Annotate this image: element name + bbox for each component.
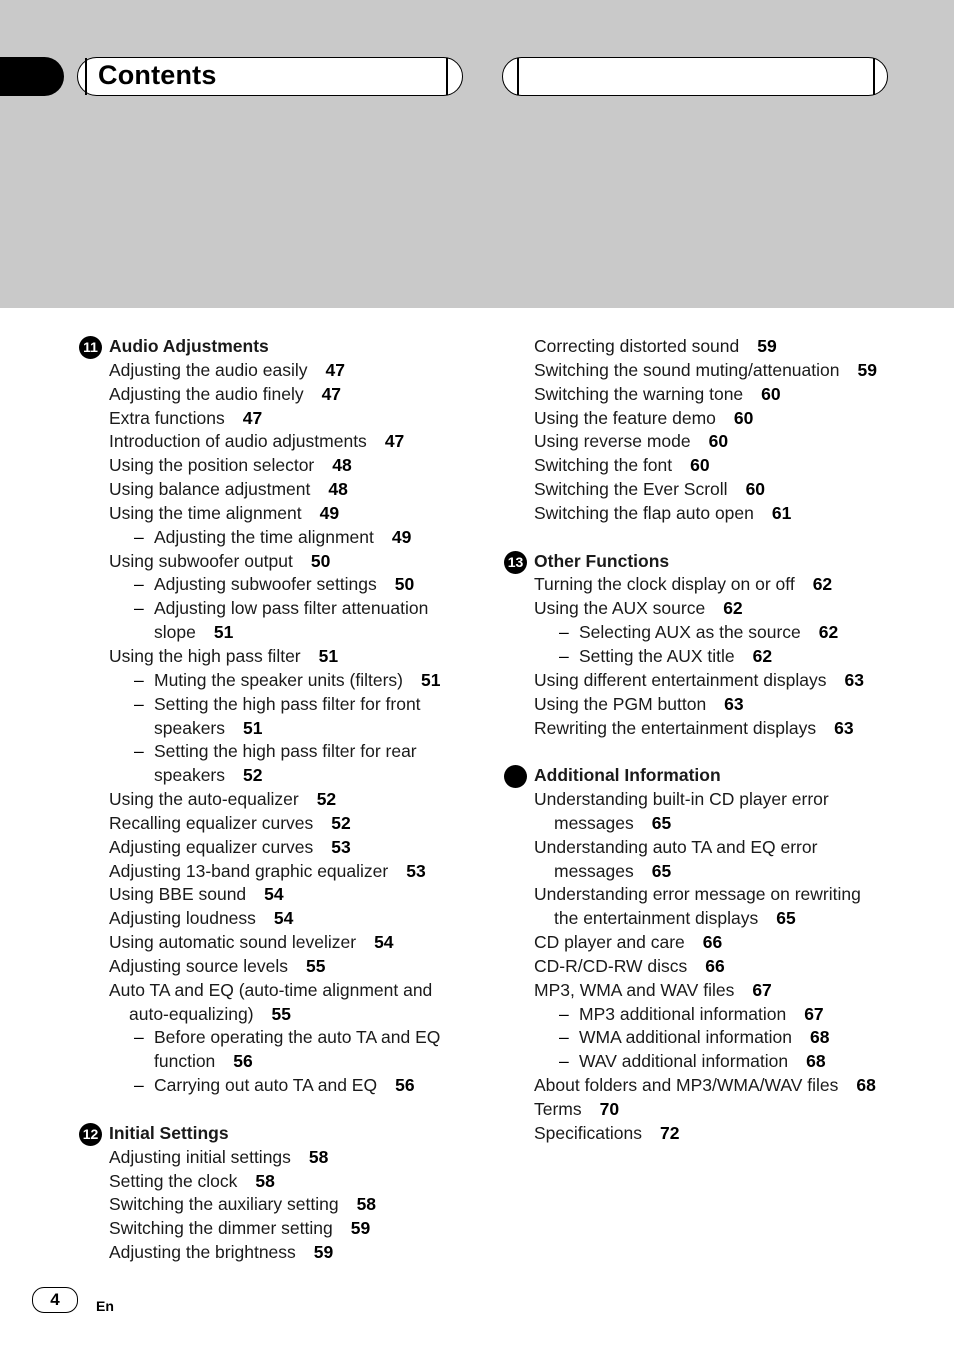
toc-entry-continued[interactable] bbox=[504, 812, 904, 836]
page-ref: 51 bbox=[421, 669, 441, 690]
toc-entry[interactable] bbox=[79, 454, 479, 478]
toc-entry[interactable] bbox=[79, 1146, 479, 1170]
entry-title: Switching the font bbox=[534, 455, 673, 476]
toc-subentry[interactable] bbox=[79, 669, 479, 693]
entry-title: Using the high pass filter bbox=[109, 645, 301, 666]
toc-subentry[interactable] bbox=[79, 1026, 479, 1050]
entry-title: Using the feature demo bbox=[534, 407, 716, 428]
page-ref: 60 bbox=[761, 383, 781, 404]
entry-title: Carrying out auto TA and EQ bbox=[154, 1075, 378, 1096]
toc-entry[interactable] bbox=[79, 907, 479, 931]
entry-title: Using different entertainment displays bbox=[534, 669, 827, 690]
entry-title: Setting the high pass filter for front bbox=[154, 693, 421, 714]
entry-title: speakers bbox=[154, 717, 226, 738]
toc-entry[interactable] bbox=[79, 788, 479, 812]
toc-subentry[interactable] bbox=[79, 740, 479, 764]
toc-entry[interactable] bbox=[504, 931, 904, 955]
toc-subentry[interactable] bbox=[504, 1050, 904, 1074]
entry-title: speakers bbox=[154, 765, 226, 786]
page-ref: 60 bbox=[708, 431, 729, 452]
toc-entry[interactable] bbox=[504, 597, 904, 621]
page-ref: 68 bbox=[856, 1075, 876, 1096]
dash-marker: – bbox=[134, 693, 144, 714]
entry-title: WMA additional information bbox=[579, 1027, 793, 1048]
section-number-badge bbox=[504, 765, 527, 788]
dash-marker: – bbox=[134, 574, 144, 595]
frame-divider bbox=[517, 58, 519, 95]
page-ref: 60 bbox=[733, 407, 754, 428]
page-ref: 59 bbox=[313, 1242, 334, 1263]
entry-title: Using balance adjustment bbox=[109, 479, 311, 500]
toc-entry[interactable] bbox=[504, 955, 904, 979]
dash-marker: – bbox=[134, 526, 144, 547]
entry-title: auto-equalizing) bbox=[129, 1003, 254, 1024]
entry-title: slope bbox=[154, 622, 196, 643]
language-label: En bbox=[96, 1298, 114, 1314]
toc-entry[interactable] bbox=[79, 1241, 479, 1265]
page-ref: 54 bbox=[264, 884, 284, 905]
toc-entry[interactable] bbox=[504, 1074, 904, 1098]
toc-entry[interactable] bbox=[504, 1098, 904, 1122]
page-ref: 47 bbox=[242, 407, 263, 428]
toc-entry[interactable] bbox=[79, 860, 479, 884]
entry-title: Correcting distorted sound bbox=[534, 336, 740, 356]
toc-entry[interactable] bbox=[504, 836, 904, 860]
page-ref: 50 bbox=[394, 574, 415, 595]
section-spacer bbox=[504, 526, 904, 550]
page-ref: 47 bbox=[325, 359, 345, 380]
entry-title: About folders and MP3/WMA/WAV files bbox=[534, 1075, 839, 1096]
page-ref: 58 bbox=[356, 1194, 377, 1215]
entry-title: Auto TA and EQ (auto-time alignment and bbox=[109, 979, 433, 1000]
toc-entry[interactable] bbox=[504, 383, 904, 407]
page-ref: 49 bbox=[319, 502, 340, 523]
toc-entry[interactable] bbox=[79, 550, 479, 574]
page-ref: 62 bbox=[818, 622, 839, 643]
toc-entry[interactable] bbox=[504, 359, 904, 383]
dash-marker: – bbox=[134, 741, 144, 762]
entry-title: Using automatic sound levelizer bbox=[109, 932, 357, 953]
entry-title: Adjusting equalizer curves bbox=[109, 836, 314, 857]
page-ref: 60 bbox=[745, 479, 766, 500]
page-ref: 52 bbox=[243, 765, 263, 786]
page-ref: 66 bbox=[702, 932, 723, 953]
entry-title: Additional Information bbox=[534, 765, 721, 786]
entry-title: Initial Settings bbox=[109, 1122, 229, 1143]
page-ref: 66 bbox=[705, 955, 725, 976]
section-tab-marker bbox=[0, 57, 64, 96]
entry-title: Turning the clock display on or off bbox=[534, 574, 795, 595]
dash-marker: – bbox=[134, 1075, 144, 1096]
entry-title: Audio Adjustments bbox=[109, 336, 269, 356]
entry-title: Rewriting the entertainment displays bbox=[534, 717, 817, 738]
entry-title: Selecting AUX as the source bbox=[579, 622, 801, 643]
entry-title: Setting the clock bbox=[109, 1170, 238, 1191]
toc-entry[interactable] bbox=[504, 788, 904, 812]
page-ref: 62 bbox=[723, 598, 743, 619]
page-ref: 65 bbox=[776, 908, 796, 929]
page-ref: 51 bbox=[243, 717, 263, 738]
page-ref: 68 bbox=[806, 1051, 826, 1072]
entry-title: messages bbox=[554, 860, 634, 881]
entry-title: Adjusting the audio finely bbox=[109, 383, 304, 404]
section-heading bbox=[79, 1122, 479, 1146]
page-ref: 52 bbox=[331, 812, 351, 833]
entry-title: Recalling equalizer curves bbox=[109, 812, 314, 833]
dash-marker: – bbox=[134, 598, 144, 619]
entry-title: Adjusting 13-band graphic equalizer bbox=[109, 860, 389, 881]
toc-subentry[interactable] bbox=[79, 526, 479, 550]
entry-title: Using subwoofer output bbox=[109, 550, 293, 571]
section-number-badge: 12 bbox=[79, 1123, 102, 1146]
toc-column-right bbox=[504, 335, 904, 1146]
entry-title: Adjusting the brightness bbox=[109, 1242, 296, 1263]
page-ref: 58 bbox=[255, 1170, 275, 1191]
entry-title: Understanding built-in CD player error bbox=[534, 789, 829, 810]
entry-title: Adjusting initial settings bbox=[109, 1146, 291, 1167]
entry-title: CD-R/CD-RW discs bbox=[534, 955, 688, 976]
entry-title: Switching the Ever Scroll bbox=[534, 479, 728, 500]
toc-entry[interactable] bbox=[79, 979, 479, 1003]
entry-title: CD player and care bbox=[534, 932, 685, 953]
toc-subentry[interactable] bbox=[504, 621, 904, 645]
toc-entry-continued[interactable] bbox=[504, 907, 904, 931]
page-ref: 62 bbox=[812, 574, 833, 595]
entry-title: Using the position selector bbox=[109, 455, 315, 476]
page-ref: 56 bbox=[233, 1051, 253, 1072]
entry-title: Switching the sound muting/attenuation bbox=[534, 359, 840, 380]
entry-title: Switching the auxiliary setting bbox=[109, 1194, 339, 1215]
entry-title: Using reverse mode bbox=[534, 431, 691, 452]
section-heading bbox=[79, 335, 479, 359]
entry-title: Setting the AUX title bbox=[579, 645, 735, 666]
entry-title: Before operating the auto TA and EQ bbox=[154, 1027, 441, 1048]
toc-subentry-continued[interactable] bbox=[79, 1050, 479, 1074]
page-title: Contents bbox=[98, 60, 217, 90]
toc-entry[interactable] bbox=[504, 407, 904, 431]
frame-divider bbox=[85, 58, 87, 95]
entry-title: Muting the speaker units (filters) bbox=[154, 669, 403, 690]
page-ref: 72 bbox=[659, 1122, 680, 1143]
entry-title: Using the time alignment bbox=[109, 502, 302, 523]
entry-title: MP3 additional information bbox=[579, 1003, 787, 1024]
page-ref: 65 bbox=[651, 812, 672, 833]
page-ref: 52 bbox=[316, 789, 337, 810]
toc-entry[interactable] bbox=[504, 1122, 904, 1146]
page-ref: 53 bbox=[331, 836, 351, 857]
entry-title: Adjusting loudness bbox=[109, 908, 256, 929]
entry-title: MP3, WMA and WAV files bbox=[534, 979, 735, 1000]
entry-title: Terms bbox=[534, 1099, 582, 1119]
entry-title: Switching the flap auto open bbox=[534, 502, 754, 523]
page-ref: 47 bbox=[321, 383, 342, 404]
toc-entry[interactable] bbox=[79, 645, 479, 669]
dash-marker: – bbox=[134, 669, 144, 690]
toc-entry[interactable] bbox=[79, 883, 479, 907]
page-ref: 59 bbox=[857, 359, 877, 380]
section-spacer bbox=[504, 740, 904, 764]
toc-subentry[interactable] bbox=[79, 573, 479, 597]
entry-title: Introduction of audio adjustments bbox=[109, 431, 367, 452]
page-ref: 70 bbox=[599, 1099, 620, 1119]
title-frame bbox=[77, 57, 463, 96]
page-ref: 55 bbox=[305, 955, 326, 976]
entry-title: Adjusting subwoofer settings bbox=[154, 574, 377, 595]
entry-title: Understanding auto TA and EQ error bbox=[534, 836, 818, 857]
toc-entry[interactable] bbox=[79, 502, 479, 526]
entry-title: Using the auto-equalizer bbox=[109, 789, 299, 810]
dash-marker: – bbox=[559, 1027, 569, 1048]
entry-title: Using the AUX source bbox=[534, 598, 706, 619]
toc-entry[interactable] bbox=[504, 454, 904, 478]
toc-column-left bbox=[79, 335, 479, 1265]
toc-entry[interactable] bbox=[504, 669, 904, 693]
toc-entry[interactable] bbox=[79, 1217, 479, 1241]
entry-title: Extra functions bbox=[109, 407, 225, 428]
entry-title: Switching the warning tone bbox=[534, 383, 744, 404]
page-ref: 59 bbox=[350, 1218, 371, 1239]
entry-title: Switching the dimmer setting bbox=[109, 1218, 333, 1239]
toc-subentry[interactable] bbox=[504, 645, 904, 669]
toc-entry[interactable] bbox=[79, 955, 479, 979]
section-number-badge: 13 bbox=[504, 551, 527, 574]
entry-title: Understanding error message on rewriting bbox=[534, 884, 861, 905]
page-ref: 58 bbox=[308, 1146, 329, 1167]
toc-entry[interactable] bbox=[79, 836, 479, 860]
toc-entry[interactable] bbox=[79, 812, 479, 836]
entry-title: Adjusting low pass filter attenuation bbox=[154, 598, 429, 619]
toc-entry-continued[interactable] bbox=[504, 860, 904, 884]
blank-title-frame bbox=[502, 57, 888, 96]
toc-entry[interactable] bbox=[79, 931, 479, 955]
toc-entry[interactable] bbox=[504, 478, 904, 502]
toc-entry[interactable] bbox=[504, 430, 904, 454]
page-ref: 63 bbox=[834, 717, 854, 738]
page-ref: 67 bbox=[804, 1003, 824, 1024]
toc-entry[interactable] bbox=[79, 1193, 479, 1217]
toc-subentry[interactable] bbox=[79, 597, 479, 621]
page-ref: 48 bbox=[328, 479, 348, 500]
entry-title: Adjusting source levels bbox=[109, 955, 288, 976]
entry-title: Setting the high pass filter for rear bbox=[154, 741, 417, 762]
page-ref: 54 bbox=[273, 908, 294, 929]
page-ref: 51 bbox=[213, 622, 234, 643]
entry-title: Adjusting the audio easily bbox=[109, 359, 308, 380]
toc-entry[interactable] bbox=[504, 693, 904, 717]
toc-entry[interactable] bbox=[504, 502, 904, 526]
entry-title: Adjusting the time alignment bbox=[154, 526, 374, 547]
entry-title: messages bbox=[554, 812, 634, 833]
toc-entry[interactable] bbox=[504, 883, 904, 907]
toc-entry[interactable] bbox=[504, 573, 904, 597]
page-ref: 55 bbox=[271, 1003, 291, 1024]
toc-subentry-continued[interactable] bbox=[79, 621, 479, 645]
page-ref: 60 bbox=[690, 455, 710, 476]
toc-subentry[interactable] bbox=[504, 1003, 904, 1027]
entry-title: Using BBE sound bbox=[109, 884, 247, 905]
section-spacer bbox=[79, 1098, 479, 1122]
entry-title: Other Functions bbox=[534, 550, 670, 571]
page-ref: 54 bbox=[374, 932, 394, 953]
page-ref: 53 bbox=[406, 860, 426, 881]
toc-entry[interactable] bbox=[504, 335, 904, 359]
toc-entry[interactable] bbox=[79, 407, 479, 431]
dash-marker: – bbox=[559, 645, 569, 666]
frame-divider bbox=[446, 58, 448, 95]
page-ref: 59 bbox=[757, 336, 777, 356]
entry-title: Specifications bbox=[534, 1122, 642, 1143]
page-ref: 47 bbox=[384, 431, 405, 452]
toc-entry[interactable] bbox=[79, 1170, 479, 1194]
toc-entry[interactable] bbox=[79, 478, 479, 502]
page-ref: 62 bbox=[752, 645, 773, 666]
page-ref: 48 bbox=[332, 455, 352, 476]
page-ref: 50 bbox=[310, 550, 331, 571]
page-ref: 68 bbox=[810, 1027, 830, 1048]
entry-title: function bbox=[154, 1051, 216, 1072]
frame-divider bbox=[873, 58, 875, 95]
page-ref: 67 bbox=[752, 979, 772, 1000]
toc-subentry-continued[interactable] bbox=[79, 764, 479, 788]
toc-entry[interactable] bbox=[79, 359, 479, 383]
toc-subentry[interactable] bbox=[504, 1026, 904, 1050]
toc-subentry[interactable] bbox=[79, 693, 479, 717]
toc-entry[interactable] bbox=[79, 430, 479, 454]
dash-marker: – bbox=[134, 1027, 144, 1048]
section-heading bbox=[504, 550, 904, 574]
section-heading bbox=[504, 764, 904, 788]
section-number-badge: 11 bbox=[79, 336, 102, 359]
page-ref: 56 bbox=[395, 1075, 415, 1096]
toc-entry[interactable] bbox=[79, 383, 479, 407]
entry-title: Using the PGM button bbox=[534, 693, 707, 714]
page-ref: 63 bbox=[724, 693, 744, 714]
toc-entry[interactable] bbox=[504, 717, 904, 741]
toc-entry-continued[interactable] bbox=[79, 1003, 479, 1027]
dash-marker: – bbox=[559, 1051, 569, 1072]
entry-title: WAV additional information bbox=[579, 1051, 789, 1072]
dash-marker: – bbox=[559, 1003, 569, 1024]
page-ref: 51 bbox=[318, 645, 339, 666]
toc-subentry-continued[interactable] bbox=[79, 717, 479, 741]
header-banner bbox=[0, 0, 954, 308]
page-ref: 61 bbox=[771, 502, 792, 523]
dash-marker: – bbox=[559, 622, 569, 643]
page-ref: 63 bbox=[844, 669, 864, 690]
page-number: 4 bbox=[32, 1287, 78, 1313]
page-ref: 65 bbox=[651, 860, 672, 881]
page-ref: 49 bbox=[391, 526, 412, 547]
entry-title: the entertainment displays bbox=[554, 908, 759, 929]
toc-subentry[interactable] bbox=[79, 1074, 479, 1098]
toc-entry[interactable] bbox=[504, 979, 904, 1003]
